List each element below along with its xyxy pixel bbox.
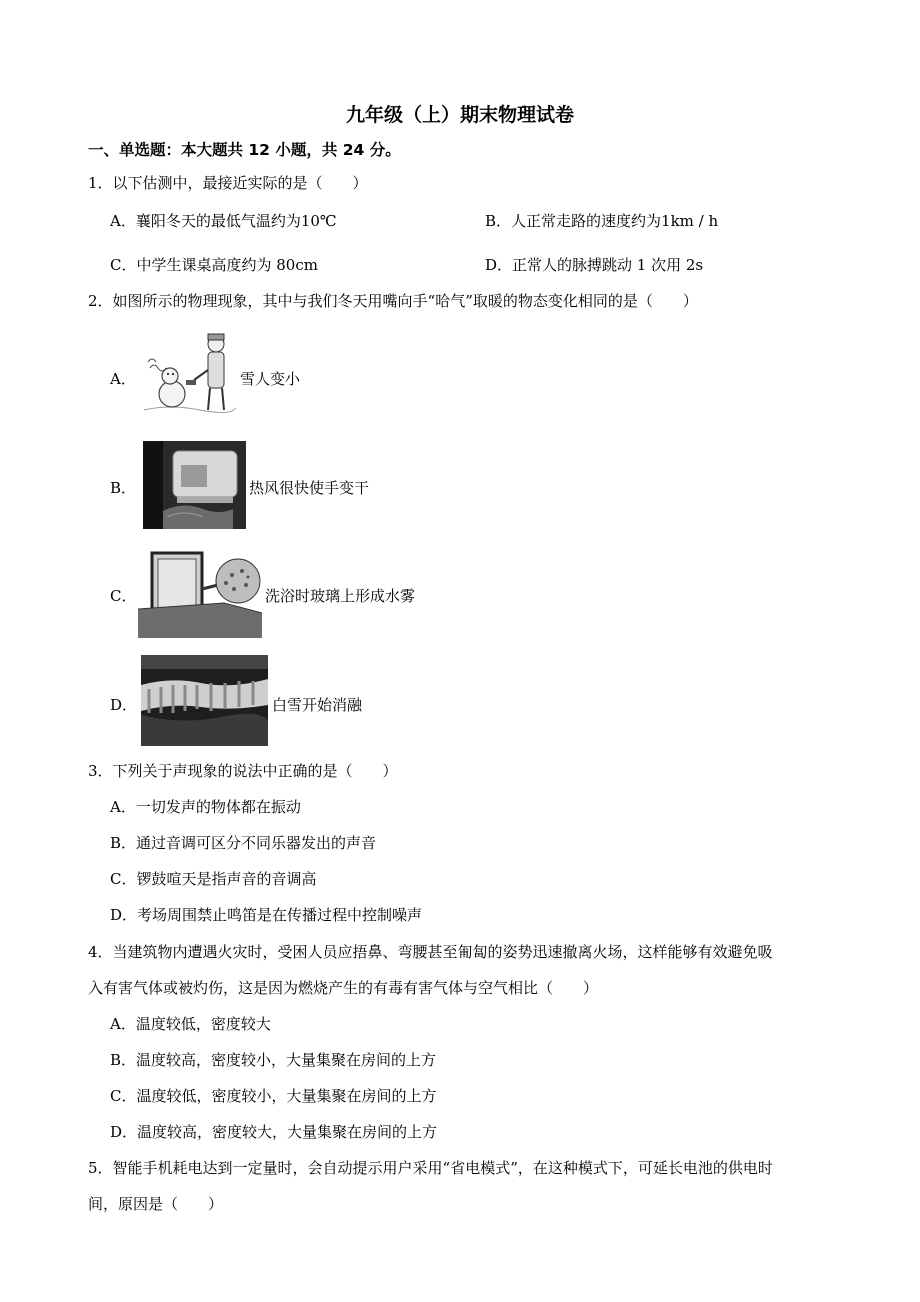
question-4-stem-line2: 入有害气体或被灼伤，这是因为燃烧产生的有毒有害气体与空气相比（ ） bbox=[88, 979, 599, 997]
question-3-option-a: A．一切发声的物体都在振动 bbox=[110, 798, 301, 816]
question-3-option-c: C．锣鼓喧天是指声音的音调高 bbox=[110, 870, 317, 888]
question-2-option-a-text: 雪人变小 bbox=[240, 370, 301, 388]
question-2-option-a-letter: A． bbox=[110, 370, 136, 388]
question-2-option-b-letter: B． bbox=[110, 479, 137, 497]
question-4-option-c: C．温度较低，密度较小，大量集聚在房间的上方 bbox=[110, 1087, 437, 1105]
question-2-stem: 2．如图所示的物理现象，其中与我们冬天用嘴向手“哈气”取暖的物态变化相同的是（ ） bbox=[88, 292, 698, 310]
question-1-option-b: B．人正常走路的速度约为1km / h bbox=[485, 212, 719, 230]
page-title: 九年级（上）期末物理试卷 bbox=[345, 104, 574, 126]
question-4-option-b: B．温度较高，密度较小，大量集聚在房间的上方 bbox=[110, 1051, 437, 1069]
question-4-option-a: A．温度较低，密度较大 bbox=[110, 1015, 271, 1033]
question-3-option-b: B．通过音调可区分不同乐器发出的声音 bbox=[110, 834, 377, 852]
shower-glass-image bbox=[138, 549, 262, 638]
section-heading: 一、单选题：本大题共 12 小题，共 24 分。 bbox=[88, 141, 401, 159]
snowman-image bbox=[140, 330, 236, 422]
question-4-stem-line1: 4．当建筑物内遭遇火灾时，受困人员应捂鼻、弯腰甚至匍匐的姿势迅速撤离火场，这样能够有效避免吸 bbox=[88, 943, 773, 961]
question-3-option-d: D．考场周围禁止鸣笛是在传播过程中控制噪声 bbox=[110, 906, 423, 924]
question-2-option-d-text: 白雪开始消融 bbox=[272, 696, 363, 714]
question-5-stem-line2: 间，原因是（ ） bbox=[88, 1195, 224, 1213]
question-2-option-c-text: 洗浴时玻璃上形成水雾 bbox=[265, 587, 416, 605]
question-5-stem-line1: 5．智能手机耗电达到一定量时，会自动提示用户采用“省电模式”，在这种模式下，可延长电池的供电时 bbox=[88, 1159, 773, 1177]
question-4-option-d: D．温度较高，密度较大，大量集聚在房间的上方 bbox=[110, 1123, 438, 1141]
question-2-option-d-letter: D． bbox=[110, 696, 138, 714]
question-1-stem: 1．以下估测中，最接近实际的是（ ） bbox=[88, 174, 368, 192]
hand-dryer-image bbox=[143, 441, 246, 529]
question-1-option-a: A．襄阳冬天的最低气温约为10℃ bbox=[110, 212, 337, 230]
question-3-stem: 3．下列关于声现象的说法中正确的是（ ） bbox=[88, 762, 398, 780]
melting-snow-image bbox=[141, 655, 268, 746]
question-2-option-b-text: 热风很快使手变干 bbox=[249, 479, 370, 497]
question-1-option-c: C．中学生课桌高度约为 80cm bbox=[110, 256, 318, 274]
question-1-option-d: D．正常人的脉搏跳动 1 次用 2s bbox=[485, 256, 704, 274]
question-2-option-c-letter: C． bbox=[110, 587, 137, 605]
